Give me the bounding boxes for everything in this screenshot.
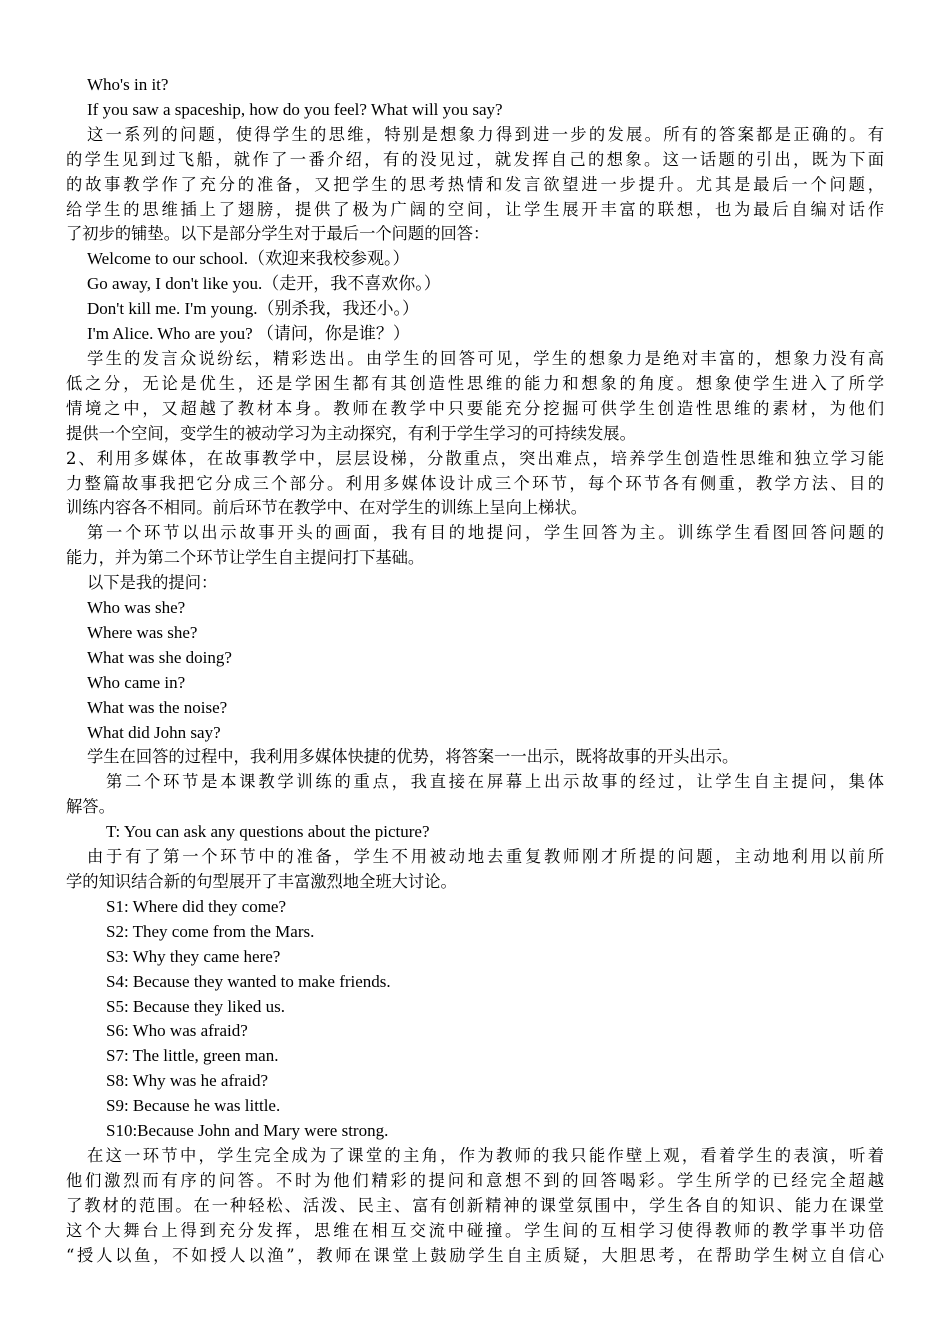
teacher-line: T: You can ask any questions about the picture? bbox=[106, 822, 430, 842]
question-line: Who's in it? bbox=[87, 75, 169, 94]
paragraph-line: 了教材的范围。在一种轻松、活泼、民主、富有创新精神的课堂氛围中，学生各自的知识、能力在课堂 bbox=[66, 1195, 884, 1215]
student-line: S8: Why was he afraid? bbox=[106, 1071, 269, 1091]
paragraph-line: 这个大舞台上得到充分发挥，思维在相互交流中碰撞。学生间的互相学习使得教师的教学事半功倍 bbox=[66, 1220, 884, 1240]
paragraph-line: 学生的发言众说纷纭，精彩迭出。由学生的回答可见，学生的想象力是绝对丰富的，想象力没有高 bbox=[87, 348, 884, 368]
paragraph-line: 力整篇故事我把它分成三个部分。利用多媒体设计成三个环节，每个环节各有侧重，教学方法、目的 bbox=[66, 473, 884, 493]
paragraph-line: 以下是我的提问： bbox=[87, 573, 218, 593]
paragraph-line: 第一个环节以出示故事开头的画面，我有目的地提问，学生回答为主。训练学生看图回答问题的 bbox=[87, 523, 884, 543]
student-line: S3: Why they came here? bbox=[106, 946, 281, 966]
question-line: Where was she? bbox=[87, 622, 198, 642]
paragraph-line: 能力，并为第二个环节让学生自主提问打下基础。 bbox=[66, 548, 425, 568]
paragraph-line: 他们激烈而有序的问答。不时为他们精彩的提问和意想不到的回答喝彩。学生所学的已经完全超越 bbox=[66, 1170, 884, 1190]
document-page bbox=[66, 73, 884, 1269]
student-line: S7: The little, green man. bbox=[106, 1046, 279, 1066]
paragraph-line: 第二个环节是本课教学训练的重点，我直接在屏幕上出示故事的经过，让学生自主提问，集体 bbox=[106, 772, 884, 792]
question-line: If you saw a spaceship, how do you feel? What will you say? bbox=[87, 99, 503, 119]
student-line: S9: Because he was little. bbox=[106, 1096, 281, 1116]
paragraph-line: 情境之中，又超越了教材本身。教师在教学中只要能充分挖掘可供学生创造性思维的素材，为他们 bbox=[66, 398, 884, 418]
paragraph-line: 由于有了第一个环节中的准备，学生不用被动地去重复教师刚才所提的问题，主动地利用以前所 bbox=[87, 847, 884, 867]
student-line: S10:Because John and Mary were strong. bbox=[106, 1121, 389, 1141]
student-line: S2: They come from the Mars. bbox=[106, 921, 315, 941]
student-line: S6: Who was afraid? bbox=[106, 1021, 248, 1041]
section-heading-line: 2、利用多媒体，在故事教学中，层层设梯，分散重点，突出难点，培养学生创造性思维和独立学习能 bbox=[66, 448, 884, 468]
paragraph-line: 的故事教学作了充分的准备，又把学生的思考热情和发言欲望进一步提升。尤其是最后一个问题， bbox=[66, 174, 884, 194]
answer-line: I'm Alice. Who are you? （请问，你是谁？） bbox=[87, 324, 410, 344]
answer-line: Welcome to our school.（欢迎来我校参观。） bbox=[87, 249, 410, 269]
question-line: What was the noise? bbox=[87, 697, 228, 717]
question-line: What did John say? bbox=[87, 722, 221, 742]
student-line: S5: Because they liked us. bbox=[106, 996, 285, 1016]
answer-line: Don't kill me. I'm young.（别杀我，我还小。） bbox=[87, 299, 419, 319]
paragraph-line: 在这一环节中，学生完全成为了课堂的主角，作为教师的我只能作壁上观，看着学生的表演，听着 bbox=[87, 1145, 884, 1165]
paragraph-line: “授人以鱼，不如授人以渔”，教师在课堂上鼓励学生自主质疑，大胆思考，在帮助学生树立自信心 bbox=[66, 1245, 884, 1265]
answer-line: Go away, I don't like you.（走开，我不喜欢你。） bbox=[87, 274, 441, 294]
paragraph-line: 这一系列的问题，使得学生的思维，特别是想象力得到进一步的发展。所有的答案都是正确的。有 bbox=[87, 124, 884, 144]
paragraph-line: 提供一个空间，变学生的被动学习为主动探究，有利于学生学习的可持续发展。 bbox=[66, 423, 636, 443]
paragraph-line: 的学生见到过飞船，就作了一番介绍，有的没见过，就发挥自己的想象。这一话题的引出，既为下面 bbox=[66, 149, 884, 169]
student-line: S4: Because they wanted to make friends. bbox=[106, 971, 391, 991]
paragraph-line: 解答。 bbox=[66, 797, 115, 817]
paragraph-line: 给学生的思维插上了翅膀，提供了极为广阔的空间，让学生展开丰富的联想，也为最后自编对话作 bbox=[66, 199, 884, 219]
question-line: What was she doing? bbox=[87, 647, 232, 667]
paragraph-line: 了初步的铺垫。以下是部分学生对于最后一个问题的回答： bbox=[66, 224, 490, 244]
paragraph-line: 学的知识结合新的句型展开了丰富激烈地全班大讨论。 bbox=[66, 872, 457, 891]
paragraph-line: 训练内容各不相同。前后环节在教学中、在对学生的训练上呈向上梯状。 bbox=[66, 498, 588, 518]
paragraph-line: 学生在回答的过程中，我利用多媒体快捷的优势，将答案一一出示，既将故事的开头出示。 bbox=[87, 747, 739, 767]
question-line: Who was she? bbox=[87, 598, 186, 618]
paragraph-line: 低之分，无论是优生，还是学困生都有其创造性思维的能力和想象的角度。想象使学生进入了所学 bbox=[66, 373, 884, 393]
question-line: Who came in? bbox=[87, 672, 186, 692]
student-line: S1: Where did they come? bbox=[106, 896, 287, 916]
